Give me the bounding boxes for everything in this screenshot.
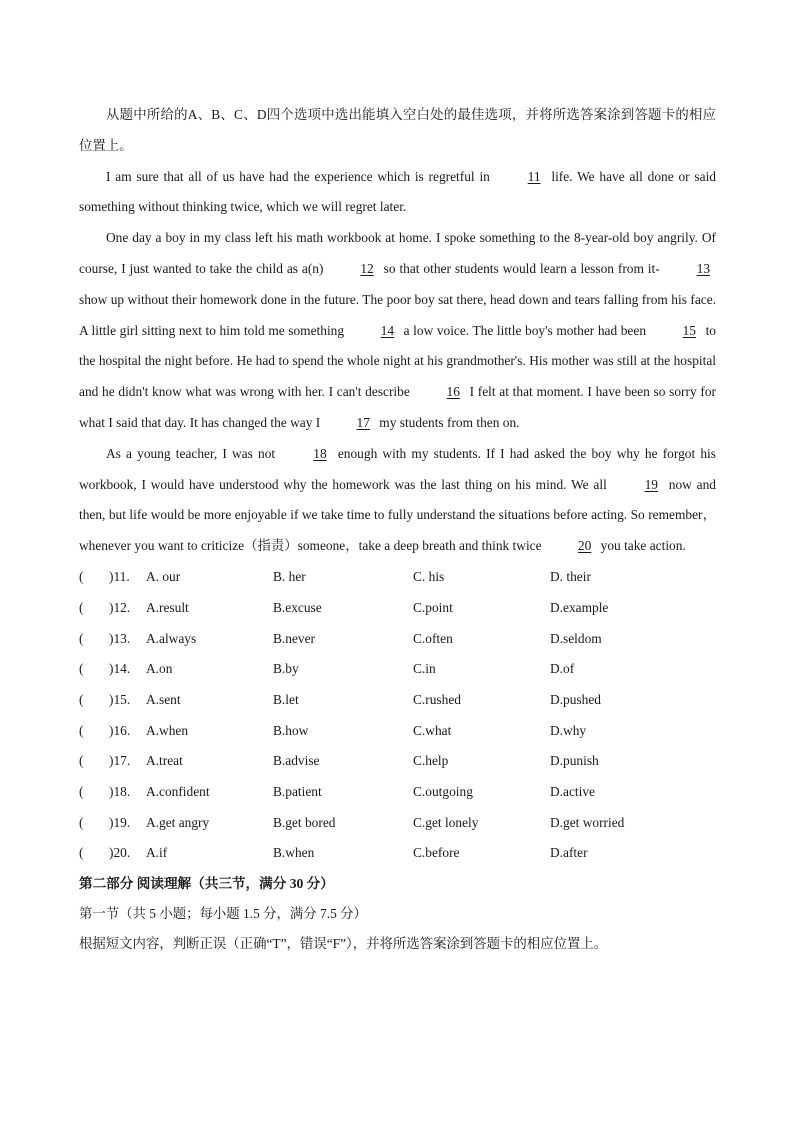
option-d: D. their bbox=[550, 569, 591, 585]
option-a: A. our bbox=[146, 569, 181, 585]
option-b: B.patient bbox=[273, 784, 322, 800]
question-number: )15. bbox=[109, 692, 131, 708]
option-a: A.always bbox=[146, 630, 197, 646]
option-a: A.get angry bbox=[146, 814, 210, 830]
option-b: B.get bored bbox=[273, 814, 336, 830]
option-a: A.if bbox=[146, 845, 168, 861]
answer-paren[interactable]: ( bbox=[79, 692, 84, 708]
question-number: )13. bbox=[109, 630, 131, 646]
option-c: C.get lonely bbox=[413, 814, 479, 830]
passage-text: you take action. bbox=[597, 538, 686, 554]
blank-12: 12 bbox=[360, 260, 374, 276]
passage-text: my students from then on. bbox=[375, 414, 520, 430]
passage-text: a low voice. The little boy's mother had been bbox=[400, 322, 650, 338]
option-d: D.punish bbox=[550, 753, 599, 769]
blank-14: 14 bbox=[380, 322, 395, 338]
option-row bbox=[79, 746, 716, 777]
option-b: B.excuse bbox=[273, 599, 322, 615]
answer-paren[interactable]: ( bbox=[79, 569, 84, 585]
passage-text: life. We have all done or said something without thinking twice, which we will regret later. bbox=[79, 168, 716, 215]
option-row bbox=[79, 685, 716, 716]
cloze-instruction: 从题中所给的A、B、C、D四个选项中选出能填入空白处的最佳选项，并将所选答案涂到答题卡的相应位置上。 bbox=[79, 107, 716, 153]
answer-paren[interactable]: ( bbox=[79, 784, 84, 800]
option-a: A.when bbox=[146, 722, 189, 738]
passage-text: As a young teacher, I was not bbox=[106, 445, 281, 461]
option-b: B.let bbox=[273, 692, 299, 708]
option-row bbox=[79, 838, 716, 869]
option-b: B.how bbox=[273, 722, 309, 738]
blank-17: 17 bbox=[356, 414, 370, 430]
answer-options bbox=[79, 562, 716, 869]
option-c: C.before bbox=[413, 845, 460, 861]
option-b: B.advise bbox=[273, 753, 320, 769]
option-b: B. her bbox=[273, 569, 306, 585]
question-number: )17. bbox=[109, 753, 131, 769]
option-row bbox=[79, 715, 716, 746]
passage-text: I am sure that all of us have had the experience which is regretful in bbox=[106, 168, 495, 184]
option-d: D.get worried bbox=[550, 814, 625, 830]
option-b: B.by bbox=[273, 661, 299, 677]
passage-text: I felt at that moment. I have been so sorry for what I said that day. It has changed the way I bbox=[79, 384, 716, 430]
option-d: D.seldom bbox=[550, 630, 602, 646]
blank-18: 18 bbox=[313, 445, 327, 461]
passage-text: so that other students would learn a lesson from it- bbox=[379, 260, 664, 276]
option-d: D.active bbox=[550, 784, 595, 800]
option-c: C.help bbox=[413, 753, 449, 769]
blank-19: 19 bbox=[644, 476, 658, 492]
document-page bbox=[79, 100, 716, 959]
option-d: D.of bbox=[550, 661, 575, 677]
part2-heading: 第二部分 阅读理解（共三节，满分 30 分） bbox=[79, 875, 334, 891]
option-c: C.outgoing bbox=[413, 784, 473, 800]
passage-paragraph-2 bbox=[79, 223, 716, 439]
passage-text: One day a boy in my class left his math workbook at home. I spoke something to the 8-year-old boy angrily. Of course, I just wanted to take the child as a(n) bbox=[79, 230, 716, 276]
answer-paren[interactable]: ( bbox=[79, 845, 84, 861]
option-row bbox=[79, 807, 716, 838]
question-number: )20. bbox=[109, 845, 131, 861]
passage-paragraph-3 bbox=[79, 439, 716, 562]
question-number: )14. bbox=[109, 661, 131, 677]
option-a: A.on bbox=[146, 661, 173, 677]
option-a: A.sent bbox=[146, 692, 181, 708]
passage-text: enough with my students. If I had asked the boy why he forgot his workbook, I would have understood why the homework was the last thing on his mind. We all bbox=[79, 445, 716, 492]
answer-paren[interactable]: ( bbox=[79, 814, 84, 830]
option-c: C.point bbox=[413, 599, 453, 615]
passage-text: to the hospital the night before. He had to spend the whole night at his grandmother's. His mother was still at the hospital and he didn't know what was wrong with her. I can't describe bbox=[79, 322, 716, 400]
blank-20: 20 bbox=[577, 538, 592, 554]
option-c: C.often bbox=[413, 630, 453, 646]
option-b: B.when bbox=[273, 845, 315, 861]
option-row bbox=[79, 623, 716, 654]
option-d: D.example bbox=[550, 599, 609, 615]
blank-16: 16 bbox=[446, 384, 460, 400]
option-d: D.pushed bbox=[550, 692, 601, 708]
option-d: D.after bbox=[550, 845, 588, 861]
question-number: )19. bbox=[109, 814, 131, 830]
option-a: A.treat bbox=[146, 753, 183, 769]
option-c: C. his bbox=[413, 569, 445, 585]
passage-text: show up without their homework done in the future. The poor boy sat there, head down and tears falling from his face. A little girl sitting next to him told me something bbox=[79, 291, 716, 338]
option-c: C.what bbox=[413, 722, 452, 738]
answer-paren[interactable]: ( bbox=[79, 753, 84, 769]
option-row bbox=[79, 562, 716, 593]
blank-13: 13 bbox=[696, 260, 711, 276]
option-d: D.why bbox=[550, 722, 587, 738]
option-c: C.rushed bbox=[413, 692, 461, 708]
option-row bbox=[79, 593, 716, 624]
option-c: C.in bbox=[413, 661, 436, 677]
blank-15: 15 bbox=[682, 322, 696, 338]
reading-instruction: 根据短文内容，判断正误（正确“T”，错误“F”），并将所选答案涂到答题卡的相应位置上。 bbox=[79, 935, 608, 951]
option-a: A.result bbox=[146, 599, 189, 615]
passage-paragraph-1 bbox=[79, 162, 716, 224]
question-number: )16. bbox=[109, 722, 131, 738]
question-number: )11. bbox=[109, 569, 130, 585]
answer-paren[interactable]: ( bbox=[79, 630, 84, 646]
option-row bbox=[79, 777, 716, 808]
answer-paren[interactable]: ( bbox=[79, 722, 84, 738]
question-number: )12. bbox=[109, 599, 131, 615]
blank-11: 11 bbox=[527, 168, 541, 184]
section1-heading: 第一节（共 5 小题；每小题 1.5 分，满分 7.5 分） bbox=[79, 905, 367, 921]
option-row bbox=[79, 654, 716, 685]
question-number: )18. bbox=[109, 784, 131, 800]
option-a: A.confident bbox=[146, 784, 210, 800]
option-b: B.never bbox=[273, 630, 316, 646]
answer-paren[interactable]: ( bbox=[79, 661, 84, 677]
passage-text: now and then, but life would be more enjoyable if we take time to fully understand the situations before acting. So remember，whenever you want to criticize（指责）someone，take a deep breath and think twice bbox=[79, 476, 716, 554]
answer-paren[interactable]: ( bbox=[79, 599, 84, 615]
